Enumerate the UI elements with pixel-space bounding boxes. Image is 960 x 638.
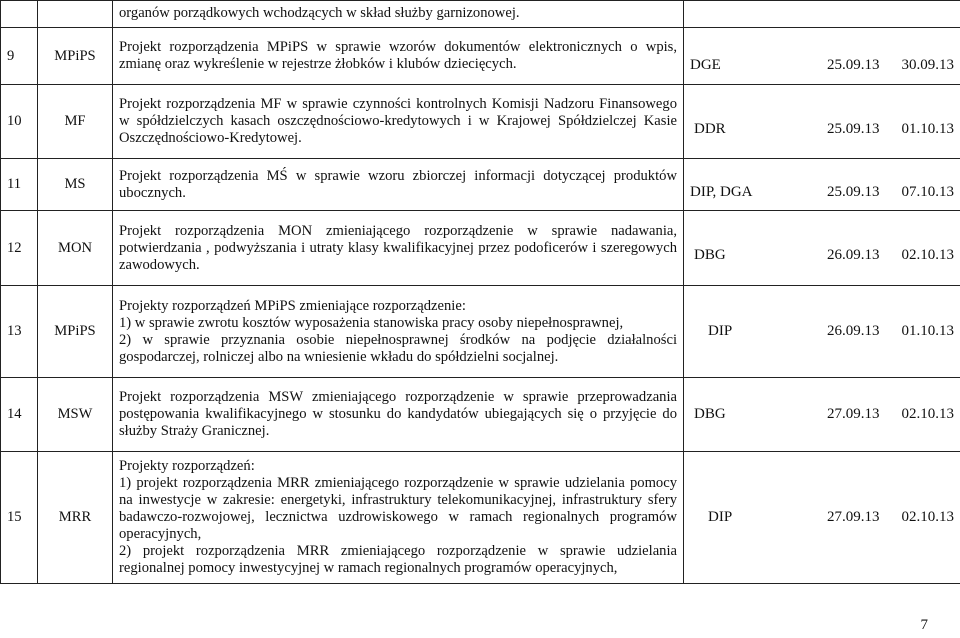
row-institution: MSW xyxy=(38,378,113,452)
row-meta xyxy=(684,28,960,85)
row-number: 10 xyxy=(1,85,38,159)
page-number: 7 xyxy=(920,617,928,633)
row-institution: MS xyxy=(38,159,113,211)
row-unit: DBG xyxy=(694,406,726,422)
row-unit: DBG xyxy=(694,246,726,263)
table-row xyxy=(1,378,960,452)
row-date-received: 25.09.13 xyxy=(827,56,880,73)
row-description: organów porządkowych wchodzących w skład służby garnizonowej. xyxy=(113,1,684,28)
row-date-received: 27.09.13 xyxy=(827,406,880,422)
row-description: Projekt rozporządzenia MON zmieniającego rozporządzenie w sprawie nadawania, potwierdzania , podwyższania i utraty klasy kwalifikacyjnej przez podoficerów i szeregowych zawodowych. xyxy=(113,211,684,286)
description-line: 1) w sprawie zwrotu kosztów wyposażenia stanowiska pracy osoby niepełnosprawnej, xyxy=(119,314,624,331)
row-date-deadline: 02.10.13 xyxy=(901,246,954,263)
row-description: Projekt rozporządzenia MSW zmieniającego rozporządzenie w sprawie przeprowadzania postępowania kwalifikacyjnego w stosunku do kandydatów ubiegających się o przyjęcie do służby Straży Granicznej. xyxy=(113,378,684,452)
row-institution: MON xyxy=(38,211,113,286)
row-date-received: 26.09.13 xyxy=(827,246,880,263)
row-number: 11 xyxy=(1,159,38,211)
description-line: 1) projekt rozporządzenia MRR zmieniającego rozporządzenie w sprawie udzielania pomocy na inwestycje w zakresie: energetyki, infrastruktury telekomunikacyjnej, infrastruktury sfery badawczo-rozwojowej, lecznictwa uzdrowiskowego w ramach regionalnych programów operacyjnych, xyxy=(119,475,677,542)
row-unit: DIP, DGA xyxy=(690,184,753,200)
table-row xyxy=(1,286,960,378)
row-date-deadline: 02.10.13 xyxy=(901,509,954,525)
row-number: 9 xyxy=(1,28,38,85)
row-number: 13 xyxy=(1,286,38,378)
table-row xyxy=(1,211,960,286)
table-row xyxy=(1,28,960,85)
table-row xyxy=(1,159,960,211)
row-meta xyxy=(684,211,960,286)
row-institution: MF xyxy=(38,85,113,159)
row-unit: DIP xyxy=(708,323,733,339)
row-unit: DIP xyxy=(708,509,733,525)
row-meta xyxy=(684,452,960,584)
row-unit: DDR xyxy=(694,121,726,137)
row-description xyxy=(113,452,684,584)
table-row xyxy=(1,85,960,159)
description-line: Projekty rozporządzeń MPiPS zmieniające rozporządzenie: xyxy=(119,297,466,314)
row-date-deadline: 07.10.13 xyxy=(901,184,954,200)
row-meta xyxy=(684,286,960,378)
row-number: 15 xyxy=(1,452,38,584)
row-date-received: 27.09.13 xyxy=(827,509,880,525)
description-line: 2) w sprawie przyznania osobie niepełnosprawnej środków na podjęcie działalności gospodarczej, rolniczej albo na wniesienie wkładu do spółdzielni socjalnej. xyxy=(119,331,677,365)
row-date-deadline: 01.10.13 xyxy=(901,121,954,137)
row-institution: MPiPS xyxy=(38,286,113,378)
row-date-received: 26.09.13 xyxy=(827,323,880,339)
row-description xyxy=(113,286,684,378)
table-row xyxy=(1,1,960,28)
row-description: Projekt rozporządzenia MŚ w sprawie wzoru zbiorczej informacji dotyczącej produktów ubocznych. xyxy=(113,159,684,211)
row-date-received: 25.09.13 xyxy=(827,121,880,137)
row-number: 12 xyxy=(1,211,38,286)
row-institution: MPiPS xyxy=(38,28,113,85)
row-date-deadline: 01.10.13 xyxy=(901,323,954,339)
row-date-received: 25.09.13 xyxy=(827,184,880,200)
row-unit: DGE xyxy=(690,56,721,73)
row-institution: MRR xyxy=(38,452,113,584)
row-description: Projekt rozporządzenia MPiPS w sprawie wzorów dokumentów elektronicznych o wpis, zmianę oraz wykreślenie w rejestrze żłobków i klubów dziecięcych. xyxy=(113,28,684,85)
description-line: Projekty rozporządzeń: xyxy=(119,458,255,474)
row-date-deadline: 30.09.13 xyxy=(901,56,954,73)
row-meta xyxy=(684,85,960,159)
row-meta xyxy=(684,378,960,452)
row-number: 14 xyxy=(1,378,38,452)
description-line: 2) projekt rozporządzenia MRR zmieniającego rozporządzenie w sprawie udzielania regionalnej pomocy inwestycyjnej w ramach regionalnych programów operacyjnych, xyxy=(119,543,677,576)
row-date-deadline: 02.10.13 xyxy=(901,406,954,422)
table-row xyxy=(1,452,960,584)
row-description: Projekt rozporządzenia MF w sprawie czynności kontrolnych Komisji Nadzoru Finansowego w spółdzielczych kasach oszczędnościowo-kredytowych i w Krajowej Spółdzielczej Kasie Oszczędnościowo-Kredytowej. xyxy=(113,85,684,159)
row-meta xyxy=(684,159,960,211)
